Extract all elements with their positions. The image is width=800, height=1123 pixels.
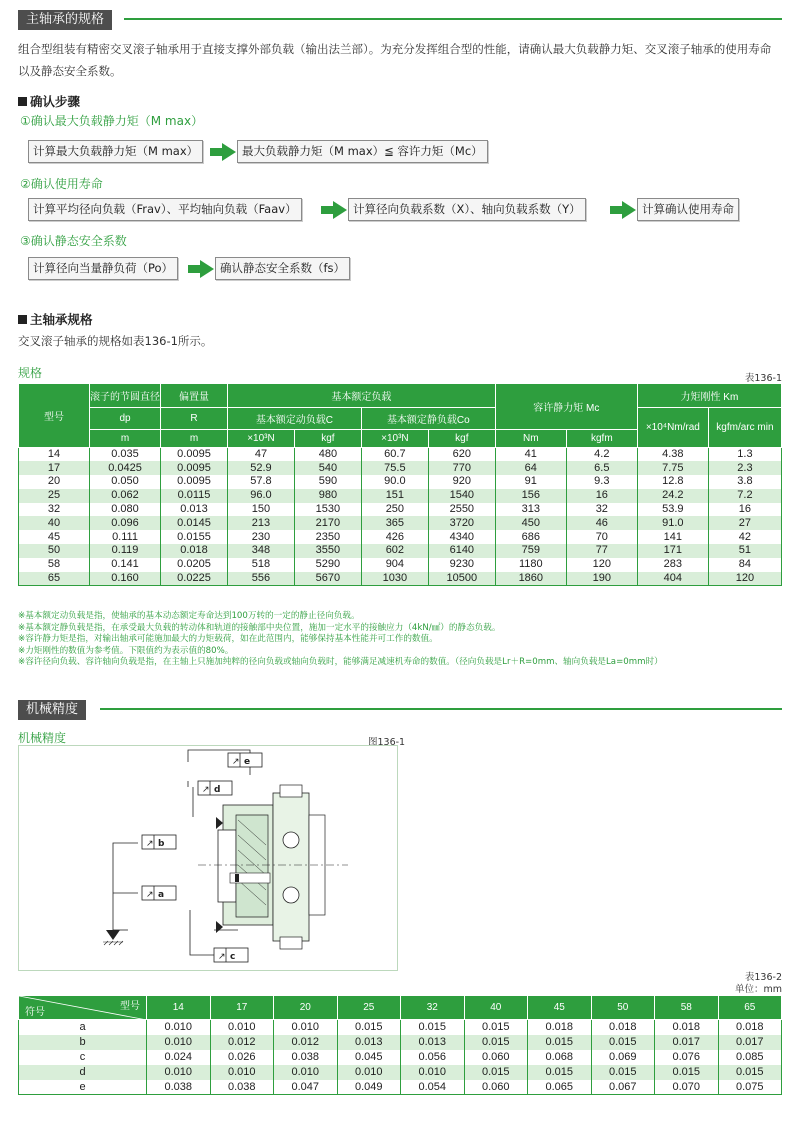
spec-cell: 0.141 [90, 558, 161, 572]
sub-r: R [161, 408, 228, 430]
spec-cell: 50 [19, 544, 90, 558]
step2-box-life: 计算确认使用寿命 [637, 198, 739, 221]
spec-cell: 365 [361, 516, 428, 530]
spec-cell: 57.8 [227, 475, 294, 489]
spec-row [19, 530, 782, 544]
acc-unit: 单位：mm [734, 984, 782, 995]
col-model: 型号 [19, 384, 90, 448]
spec-cell: 0.0095 [161, 448, 228, 462]
acc-cell: 0.012 [210, 1035, 274, 1050]
spec-cell: 980 [294, 489, 361, 503]
step3-box-calc: 计算径向当量静负荷（Po） [28, 257, 178, 280]
spec-note: ※基本额定动负载是指，使轴承的基本动态额定寿命达到100万转的一定的静止径向负载。 [18, 611, 360, 621]
spec-row [19, 461, 782, 475]
accuracy-caption: 机械精度 [18, 731, 67, 745]
acc-symbol-cell: e [19, 1080, 147, 1095]
spec-cell: 120 [708, 572, 781, 586]
spec-cell: 65 [19, 572, 90, 586]
spec-cell: 24.2 [637, 489, 708, 503]
acc-cell: 0.018 [718, 1020, 782, 1035]
unit-c1: ×10³N [227, 430, 294, 448]
spec-cell: 3.8 [708, 475, 781, 489]
spec-cell: 96.0 [227, 489, 294, 503]
acc-symbol-cell: d [19, 1065, 147, 1080]
col-dp: 滚子的节圆直径 [90, 384, 161, 408]
section-divider [124, 18, 782, 20]
accuracy-table [18, 995, 782, 1095]
svg-text:↗: ↗ [202, 785, 210, 795]
spec-cell: 9.3 [566, 475, 637, 489]
col-km: 力矩刚性 Km [637, 384, 781, 408]
spec-intro: 交叉滚子轴承的规格如表136-1所示。 [18, 334, 213, 348]
acc-cell: 0.013 [337, 1035, 401, 1050]
spec-row [19, 516, 782, 530]
spec-cell: 1.3 [708, 448, 781, 462]
spec-cell: 41 [495, 448, 566, 462]
spec-cell: 156 [495, 489, 566, 503]
spec-cell: 120 [566, 558, 637, 572]
spec-cell: 40 [19, 516, 90, 530]
flow-arrow [622, 201, 636, 219]
acc-cell: 0.010 [147, 1065, 211, 1080]
spec-row [19, 503, 782, 517]
acc-cell: 0.017 [655, 1035, 719, 1050]
acc-cell: 0.012 [274, 1035, 338, 1050]
spec-cell: 0.160 [90, 572, 161, 586]
spec-cell: 759 [495, 544, 566, 558]
step3-title: ③确认静态安全系数 [20, 234, 127, 248]
spec-cell: 90.0 [361, 475, 428, 489]
acc-symbol-label: 符号 [25, 1007, 45, 1018]
acc-cell: 0.010 [210, 1065, 274, 1080]
spec-cell: 0.0425 [90, 461, 161, 475]
flow-arrow [222, 143, 236, 161]
acc-row [19, 1065, 782, 1080]
spec-cell: 42 [708, 530, 781, 544]
spec-cell: 1180 [495, 558, 566, 572]
spec-cell: 91.0 [637, 516, 708, 530]
acc-row [19, 1050, 782, 1065]
acc-cell: 0.015 [528, 1035, 592, 1050]
spec-cell: 426 [361, 530, 428, 544]
acc-cell: 0.060 [464, 1050, 528, 1065]
spec-cell: 0.080 [90, 503, 161, 517]
acc-symbol-cell: a [19, 1020, 147, 1035]
spec-note: ※容许静力矩是指，对输出轴承可能施加最大的力矩载荷，如在此范围内，能够保持基本性能并可工作的数值。 [18, 634, 438, 645]
acc-cell: 0.010 [274, 1020, 338, 1035]
spec-table [18, 383, 782, 586]
svg-text:↗: ↗ [232, 757, 240, 767]
gearbox-cross-section [198, 785, 348, 949]
spec-cell: 2170 [294, 516, 361, 530]
sub-static: 基本额定静负载Co [361, 408, 495, 430]
spec-cell: 4340 [428, 530, 495, 544]
spec-cell: 904 [361, 558, 428, 572]
spec-cell: 1540 [428, 489, 495, 503]
spec-cell: 313 [495, 503, 566, 517]
spec-cell: 10500 [428, 572, 495, 586]
spec-cell: 51 [708, 544, 781, 558]
acc-model-header: 25 [337, 996, 401, 1020]
col-mc: 容许静力矩 Mc [495, 384, 637, 430]
spec-cell: 590 [294, 475, 361, 489]
unit-mc2: kgfm [566, 430, 637, 448]
spec-cell: 45 [19, 530, 90, 544]
acc-cell: 0.015 [591, 1035, 655, 1050]
unit-km1: ×10⁴Nm/rad [637, 408, 708, 448]
spec-cell: 0.0145 [161, 516, 228, 530]
spec-cell: 9230 [428, 558, 495, 572]
flow-arrow [200, 260, 214, 278]
acc-model-header: 20 [274, 996, 338, 1020]
spec-cell: 70 [566, 530, 637, 544]
spec-cell: 0.119 [90, 544, 161, 558]
acc-model-header: 45 [528, 996, 592, 1020]
step2-box-average: 计算平均径向负载（Frav）、平均轴向负载（Faav） [28, 198, 302, 221]
spec-cell: 620 [428, 448, 495, 462]
spec-cell: 602 [361, 544, 428, 558]
spec-cell: 3550 [294, 544, 361, 558]
unit-co2: kgf [428, 430, 495, 448]
acc-cell: 0.056 [401, 1050, 465, 1065]
spec-cell: 77 [566, 544, 637, 558]
spec-caption: 规格 [18, 366, 43, 380]
acc-cell: 0.069 [591, 1050, 655, 1065]
spec-cell: 7.75 [637, 461, 708, 475]
acc-symbol-cell: c [19, 1050, 147, 1065]
spec-cell: 5670 [294, 572, 361, 586]
spec-cell: 17 [19, 461, 90, 475]
spec-cell: 283 [637, 558, 708, 572]
acc-cell: 0.075 [718, 1080, 782, 1095]
spec-cell: 32 [566, 503, 637, 517]
step1-box-calc: 计算最大负载静力矩（M max） [28, 140, 203, 163]
acc-cell: 0.010 [274, 1065, 338, 1080]
spec-cell: 60.7 [361, 448, 428, 462]
acc-cell: 0.015 [401, 1020, 465, 1035]
acc-cell: 0.015 [718, 1065, 782, 1080]
spec-cell: 230 [227, 530, 294, 544]
spec-cell: 25 [19, 489, 90, 503]
spec-cell: 1860 [495, 572, 566, 586]
spec-cell: 0.0095 [161, 475, 228, 489]
spec-cell: 84 [708, 558, 781, 572]
spec-cell: 20 [19, 475, 90, 489]
step1-title: ①确认最大负载静力矩（M max） [20, 114, 204, 128]
svg-text:↗: ↗ [146, 890, 154, 900]
acc-cell: 0.018 [528, 1020, 592, 1035]
acc-table-number: 表136-2 [744, 972, 782, 983]
diagram-label-d: d [214, 785, 221, 795]
spec-cell: 3720 [428, 516, 495, 530]
spec-cell: 2550 [428, 503, 495, 517]
diagram-label-a: a [158, 890, 165, 900]
spec-note: ※基本额定静负载是指，在承受最大负载的转动体和轨道的接触部中央位置，施加一定水平的接触应力（4kN/㎟）的静态负载。 [18, 622, 501, 633]
unit-c2: kgf [294, 430, 361, 448]
spec-row [19, 558, 782, 572]
unit-dp: m [90, 430, 161, 448]
spec-cell: 0.0095 [161, 461, 228, 475]
acc-cell: 0.010 [337, 1065, 401, 1080]
spec-cell: 53.9 [637, 503, 708, 517]
sub-dp: dp [90, 408, 161, 430]
acc-model-header: 50 [591, 996, 655, 1020]
acc-row [19, 1080, 782, 1095]
steps-heading: 确认步骤 [18, 92, 80, 110]
spec-cell: 0.0155 [161, 530, 228, 544]
spec-cell: 91 [495, 475, 566, 489]
spec-cell: 556 [227, 572, 294, 586]
spec-cell: 1030 [361, 572, 428, 586]
spec-cell: 16 [566, 489, 637, 503]
acc-cell: 0.010 [147, 1035, 211, 1050]
spec-cell: 32 [19, 503, 90, 517]
acc-model-header: 58 [655, 996, 719, 1020]
spec-cell: 0.013 [161, 503, 228, 517]
acc-symbol-cell: b [19, 1035, 147, 1050]
sub-dynamic: 基本额定动负载C [227, 408, 361, 430]
acc-cell: 0.010 [147, 1020, 211, 1035]
datum-mark [106, 930, 120, 940]
spec-heading: 主轴承规格 [18, 310, 93, 328]
spec-row [19, 489, 782, 503]
spec-row [19, 572, 782, 586]
acc-cell: 0.049 [337, 1080, 401, 1095]
spec-cell: 64 [495, 461, 566, 475]
spec-cell: 0.0225 [161, 572, 228, 586]
unit-co1: ×10³N [361, 430, 428, 448]
col-r: 偏置量 [161, 384, 228, 408]
spec-note: ※容许径向负载、容许轴向负载是指，在主轴上只施加纯粹的径向负载或轴向负载时，能够满足减速机寿命的数值。（径向负载是Lr＋R=0mm、轴向负载是La=0mm时） [18, 657, 663, 668]
diagram-label-e: e [244, 757, 251, 767]
spec-row [19, 475, 782, 489]
spec-cell: 150 [227, 503, 294, 517]
flow-arrow [333, 201, 347, 219]
spec-cell: 46 [566, 516, 637, 530]
spec-cell: 2350 [294, 530, 361, 544]
acc-cell: 0.085 [718, 1050, 782, 1065]
acc-cell: 0.024 [147, 1050, 211, 1065]
unit-mc1: Nm [495, 430, 566, 448]
spec-cell: 0.0205 [161, 558, 228, 572]
step1-box-compare: 最大负载静力矩（M max）≦ 容许力矩（Mc） [237, 140, 488, 163]
accuracy-diagram [18, 745, 398, 971]
spec-cell: 686 [495, 530, 566, 544]
section-divider [100, 708, 782, 710]
acc-model-header: 65 [718, 996, 782, 1020]
acc-cell: 0.013 [401, 1035, 465, 1050]
spec-cell: 47 [227, 448, 294, 462]
spec-cell: 141 [637, 530, 708, 544]
acc-model-header: 40 [464, 996, 528, 1020]
spec-cell: 0.035 [90, 448, 161, 462]
spec-cell: 190 [566, 572, 637, 586]
acc-cell: 0.038 [274, 1050, 338, 1065]
spec-cell: 75.5 [361, 461, 428, 475]
step2-title: ②确认使用寿命 [20, 177, 103, 191]
acc-corner-header [19, 996, 147, 1020]
spec-cell: 14 [19, 448, 90, 462]
unit-r: m [161, 430, 228, 448]
svg-text:↗: ↗ [146, 839, 154, 849]
section-title-main-bearing: 主轴承的规格 [18, 10, 112, 30]
acc-cell: 0.045 [337, 1050, 401, 1065]
spec-cell: 0.018 [161, 544, 228, 558]
spec-cell: 0.0115 [161, 489, 228, 503]
spec-cell: 213 [227, 516, 294, 530]
spec-cell: 480 [294, 448, 361, 462]
acc-cell: 0.018 [591, 1020, 655, 1035]
acc-cell: 0.015 [464, 1035, 528, 1050]
figure-number: 图136-1 [368, 737, 406, 748]
spec-cell: 4.2 [566, 448, 637, 462]
spec-cell: 151 [361, 489, 428, 503]
section-title-accuracy: 机械精度 [18, 700, 86, 720]
spec-cell: 770 [428, 461, 495, 475]
acc-cell: 0.068 [528, 1050, 592, 1065]
spec-cell: 348 [227, 544, 294, 558]
spec-cell: 171 [637, 544, 708, 558]
acc-cell: 0.047 [274, 1080, 338, 1095]
spec-row [19, 448, 782, 462]
diagram-label-b: b [158, 839, 165, 849]
spec-cell: 12.8 [637, 475, 708, 489]
spec-table-number: 表136-1 [744, 373, 782, 384]
acc-cell: 0.067 [591, 1080, 655, 1095]
acc-cell: 0.010 [210, 1020, 274, 1035]
spec-cell: 2.3 [708, 461, 781, 475]
acc-model-header: 32 [401, 996, 465, 1020]
spec-cell: 0.111 [90, 530, 161, 544]
acc-cell: 0.070 [655, 1080, 719, 1095]
spec-row [19, 544, 782, 558]
spec-cell: 0.096 [90, 516, 161, 530]
spec-cell: 6140 [428, 544, 495, 558]
spec-cell: 5290 [294, 558, 361, 572]
acc-cell: 0.026 [210, 1050, 274, 1065]
acc-cell: 0.010 [401, 1065, 465, 1080]
acc-model-header: 14 [147, 996, 211, 1020]
spec-notes [18, 611, 663, 669]
spec-cell: 1530 [294, 503, 361, 517]
spec-cell: 7.2 [708, 489, 781, 503]
spec-cell: 0.062 [90, 489, 161, 503]
acc-cell: 0.038 [210, 1080, 274, 1095]
step2-box-factors: 计算径向负载系数（X）、轴向负载系数（Y） [348, 198, 586, 221]
spec-note: ※力矩刚性的数值为参考值。下限值约为表示值的80%。 [18, 645, 234, 656]
unit-km2: kgfm/arc min [708, 408, 781, 448]
acc-cell: 0.015 [591, 1065, 655, 1080]
acc-row [19, 1035, 782, 1050]
acc-cell: 0.015 [464, 1065, 528, 1080]
acc-model-label: 型号 [120, 1001, 140, 1012]
acc-cell: 0.015 [655, 1065, 719, 1080]
acc-cell: 0.018 [655, 1020, 719, 1035]
spec-cell: 920 [428, 475, 495, 489]
acc-cell: 0.060 [464, 1080, 528, 1095]
acc-cell: 0.015 [337, 1020, 401, 1035]
acc-model-header: 17 [210, 996, 274, 1020]
spec-cell: 404 [637, 572, 708, 586]
acc-cell: 0.076 [655, 1050, 719, 1065]
acc-cell: 0.017 [718, 1035, 782, 1050]
spec-cell: 518 [227, 558, 294, 572]
spec-cell: 0.050 [90, 475, 161, 489]
svg-text:↗: ↗ [218, 952, 226, 962]
step3-box-confirm: 确认静态安全系数（fs） [215, 257, 350, 280]
spec-cell: 540 [294, 461, 361, 475]
spec-cell: 16 [708, 503, 781, 517]
spec-cell: 4.38 [637, 448, 708, 462]
diagram-label-c: c [230, 952, 236, 962]
acc-row [19, 1020, 782, 1035]
intro-paragraph: 组合型组装有精密交叉滚子轴承用于直接支撑外部负载（输出法兰部）。为充分发挥组合型的性能，请确认最大负载静力矩、交叉滚子轴承的使用寿命以及静态安全系数。 [18, 42, 772, 78]
acc-cell: 0.015 [528, 1065, 592, 1080]
col-basic-load: 基本额定负载 [227, 384, 495, 408]
spec-cell: 58 [19, 558, 90, 572]
spec-cell: 52.9 [227, 461, 294, 475]
acc-cell: 0.015 [464, 1020, 528, 1035]
spec-cell: 6.5 [566, 461, 637, 475]
spec-cell: 450 [495, 516, 566, 530]
acc-cell: 0.065 [528, 1080, 592, 1095]
acc-cell: 0.038 [147, 1080, 211, 1095]
acc-cell: 0.054 [401, 1080, 465, 1095]
spec-cell: 250 [361, 503, 428, 517]
spec-cell: 27 [708, 516, 781, 530]
